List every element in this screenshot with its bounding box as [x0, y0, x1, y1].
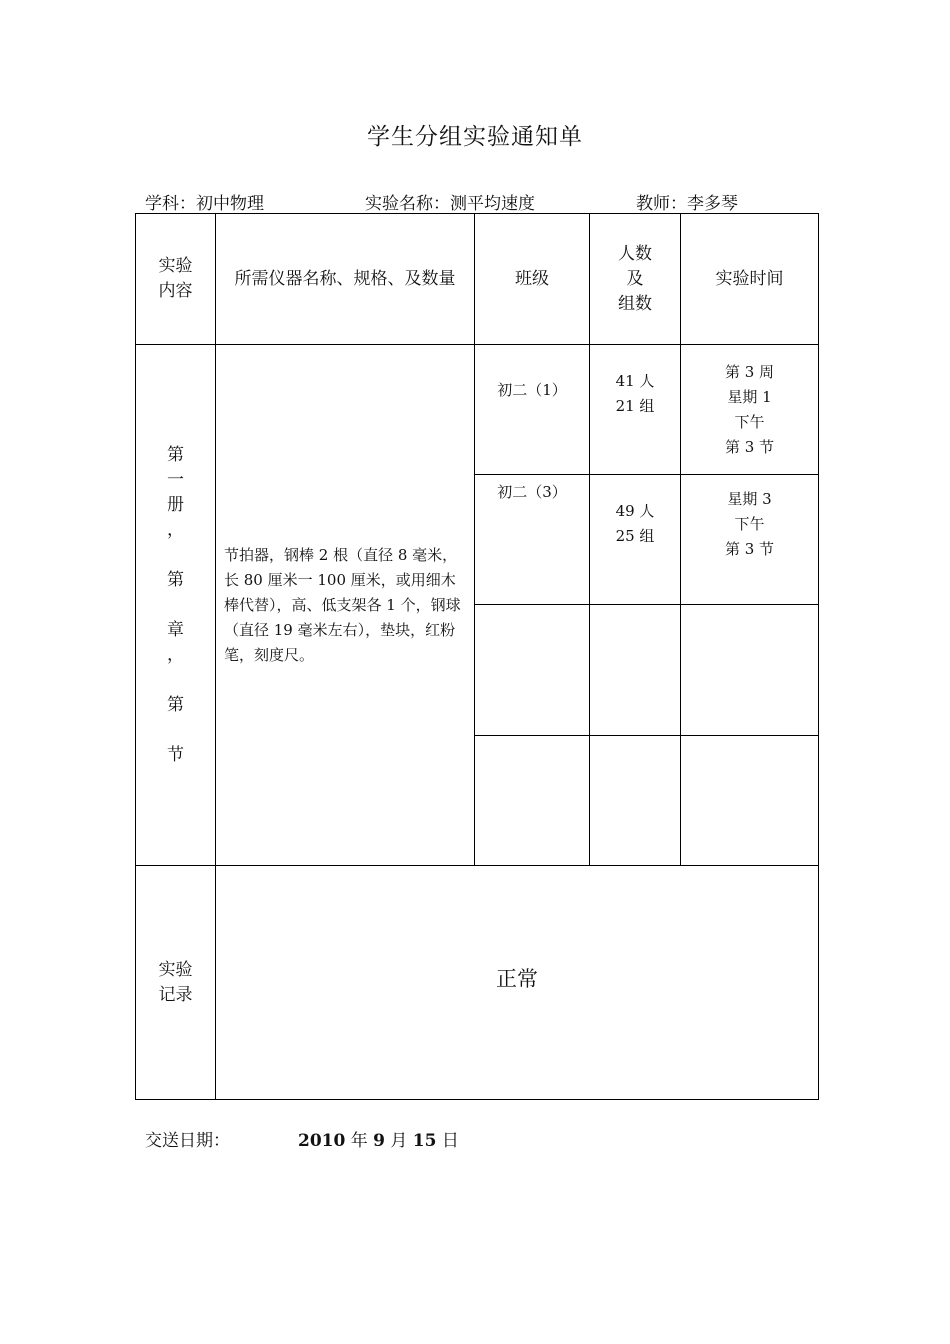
teacher-label: 教师： — [636, 194, 687, 214]
section-char: 第 — [167, 569, 184, 590]
time-line: 第 3 节 — [724, 540, 775, 558]
time-line: 星期 1 — [727, 387, 772, 406]
time-cell — [681, 605, 819, 736]
count-cell — [590, 475, 681, 605]
record-label-cell — [136, 866, 216, 1100]
header-row — [136, 214, 819, 345]
instruments-cell: 节拍器，钢棒 2 根（直径 8 毫米，长 80 厘米一 100 厘米，或用细木棒代替），高、低支架各 1 个，钢球（直径 19 毫米左右），垫块，红粉笔，刻度尺。 — [216, 345, 475, 866]
class-value: 初二（1） — [497, 380, 567, 399]
count-cell — [590, 605, 681, 736]
header-content-line: 内容 — [158, 281, 193, 301]
time-cell — [681, 736, 819, 866]
subject-label: 学科： — [145, 194, 196, 214]
header-count-cell — [590, 214, 681, 345]
count-line: 25 组 — [615, 526, 655, 545]
date-day: 15 — [412, 1131, 437, 1151]
count-line: 41 人 — [615, 371, 655, 390]
date-year: 2010 — [298, 1131, 346, 1151]
date-month-unit: 月 — [390, 1131, 408, 1151]
section-char: 第 — [167, 444, 184, 465]
record-value — [216, 866, 819, 1100]
count-cell — [590, 736, 681, 866]
time-line: 下午 — [734, 515, 765, 533]
teacher-value: 李多琴 — [687, 194, 738, 214]
class-cell — [475, 345, 590, 475]
time-group — [681, 487, 818, 562]
count-cell — [590, 345, 681, 475]
section-char: 第 — [167, 694, 184, 715]
experiment-field — [365, 189, 535, 214]
section-char — [136, 593, 215, 618]
record-label-line: 记录 — [158, 984, 193, 1005]
page-title: 学生分组实验通知单 — [367, 124, 583, 150]
header-content-cell — [136, 214, 216, 345]
experiment-value: 测平均速度 — [450, 194, 535, 214]
count-line: 21 组 — [615, 396, 655, 415]
class-cell — [475, 736, 590, 866]
section-char: 一 — [167, 469, 184, 490]
footer-label: 交送日期： — [145, 1131, 230, 1151]
count-line: 49 人 — [615, 501, 655, 520]
date-month: 9 — [373, 1131, 385, 1151]
table-row — [136, 345, 819, 475]
experiment-table — [135, 213, 819, 1100]
time-cell — [681, 475, 819, 605]
class-cell — [475, 605, 590, 736]
time-line: 第 3 节 — [724, 437, 775, 456]
record-text: 正常 — [496, 966, 538, 991]
subject-value: 初中物理 — [196, 194, 264, 214]
date-day-unit: 日 — [441, 1131, 459, 1151]
time-line: 星期 3 — [727, 490, 772, 508]
subject-field — [145, 189, 264, 214]
time-cell — [681, 345, 819, 475]
header-time: 实验时间 — [681, 214, 819, 345]
record-row — [136, 866, 819, 1100]
count-group — [590, 499, 680, 549]
section-char: ， — [167, 644, 184, 665]
section-char: ， — [167, 519, 184, 540]
header-count-line: 人数 — [618, 243, 652, 264]
section-char: 节 — [167, 744, 184, 765]
class-cell — [475, 475, 590, 605]
time-line: 下午 — [734, 412, 765, 431]
section-char: 册 — [167, 494, 184, 515]
teacher-field — [636, 189, 738, 214]
header-content-line: 实验 — [158, 256, 193, 276]
record-label-line: 实验 — [158, 959, 193, 980]
header-count-line: 组数 — [618, 293, 652, 314]
time-line: 第 3 周 — [724, 362, 775, 381]
section-char — [136, 668, 215, 693]
delivery-date — [298, 1126, 459, 1151]
header-class: 班级 — [475, 214, 590, 345]
section-char — [136, 718, 215, 743]
date-year-unit: 年 — [350, 1131, 368, 1151]
header-count-line: 及 — [626, 268, 644, 289]
section-cell — [136, 345, 216, 866]
count-group — [590, 369, 680, 419]
section-char — [136, 543, 215, 568]
section-char: 章 — [167, 619, 184, 640]
header-instruments: 所需仪器名称、规格、及数量 — [216, 214, 475, 345]
experiment-label: 实验名称： — [365, 194, 450, 214]
class-value: 初二（3） — [497, 482, 567, 501]
